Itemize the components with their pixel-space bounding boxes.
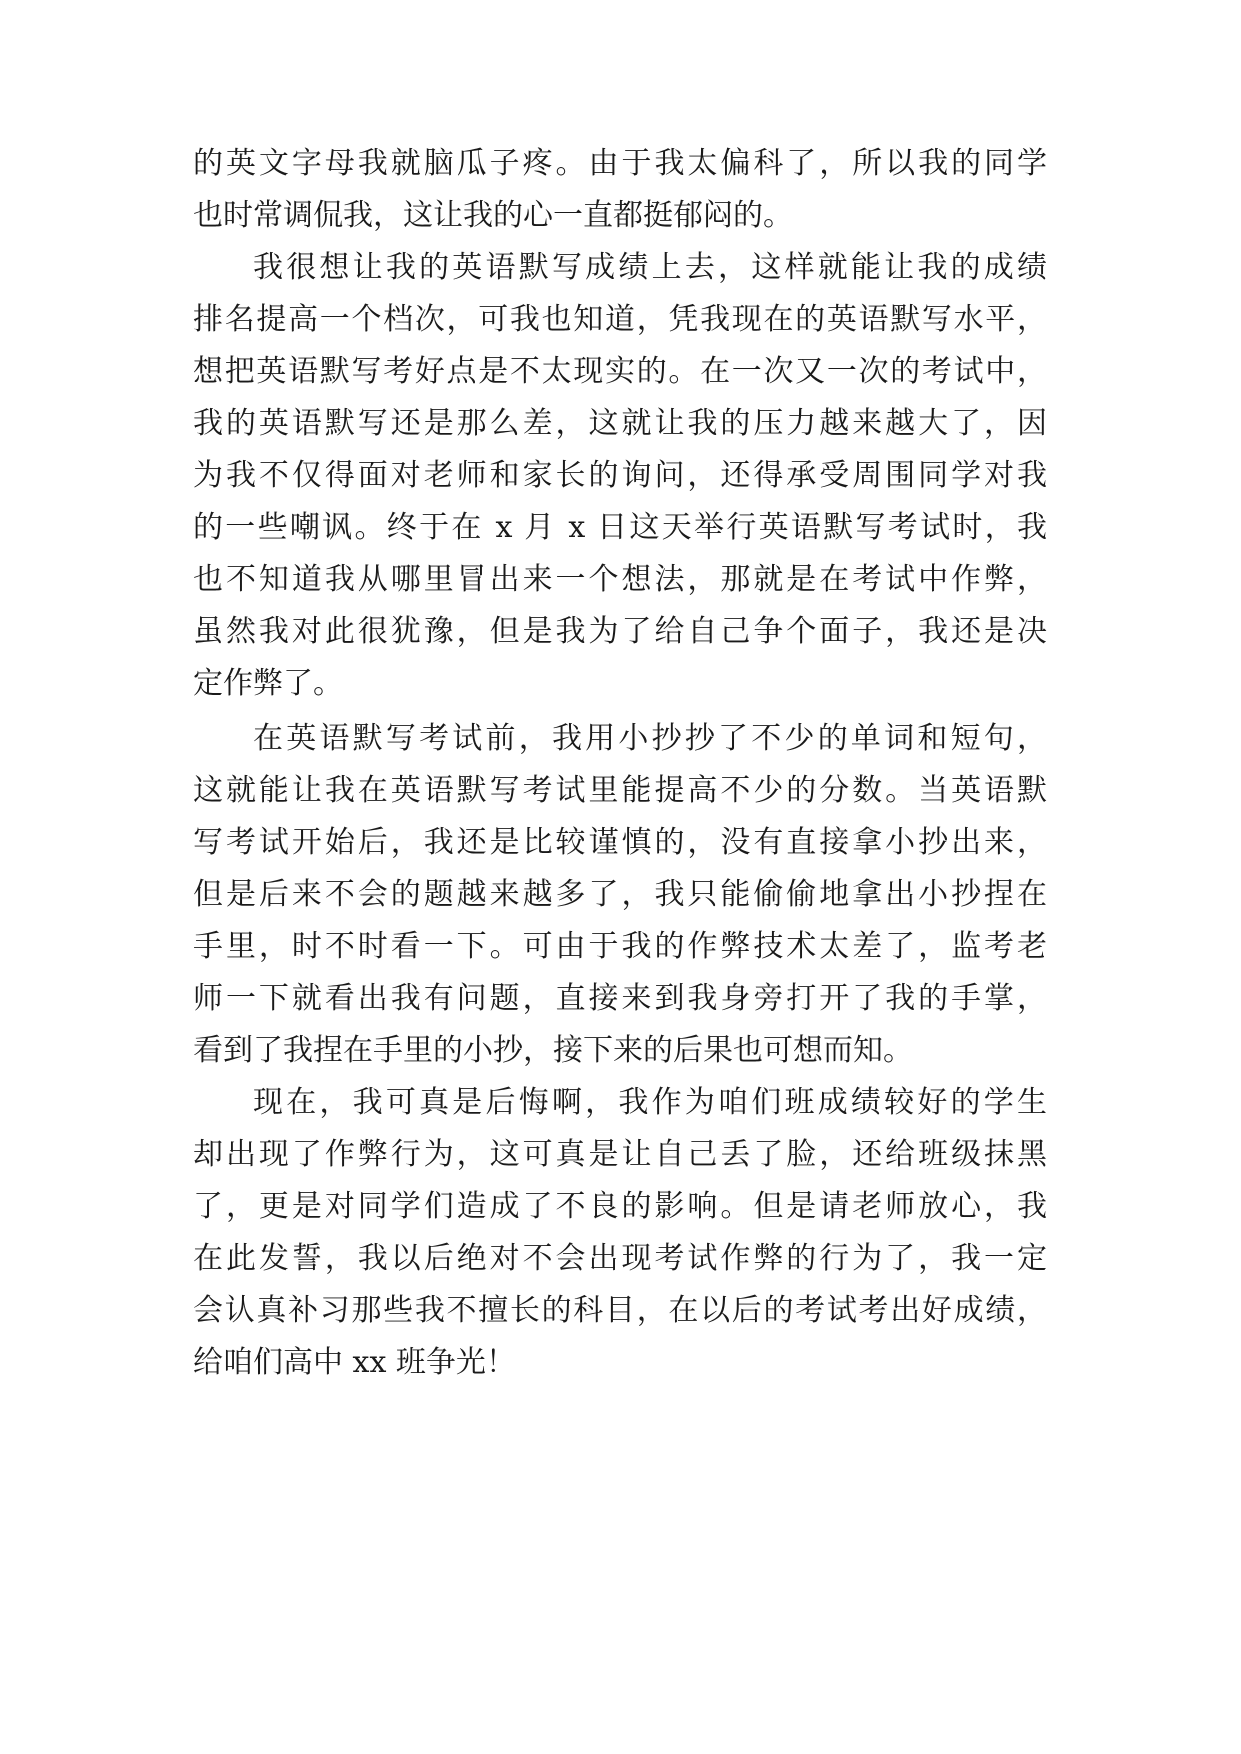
text-line: 师一下就看出我有问题，直接来到我身旁打开了我的手掌，: [193, 981, 1047, 1016]
text-line: 为我不仅得面对老师和家长的询问，还得承受周围同学对我: [193, 458, 1047, 493]
text-line: 的一些嘲讽。终于在 x 月 x 日这天举行英语默写考试时，我: [193, 510, 1047, 545]
text-line: 在此发誓，我以后绝对不会出现考试作弊的行为了，我一定: [193, 1241, 1047, 1276]
text-line: 给咱们高中 xx 班争光！: [193, 1345, 516, 1380]
text-line: 写考试开始后，我还是比较谨慎的，没有直接拿小抄出来，: [193, 825, 1047, 860]
text-line: 这就能让我在英语默写考试里能提高不少的分数。当英语默: [193, 773, 1047, 808]
text-line: 我的英语默写还是那么差，这就让我的压力越来越大了，因: [193, 406, 1047, 441]
text-line: 想把英语默写考好点是不太现实的。在一次又一次的考试中，: [193, 354, 1047, 389]
text-line: 也不知道我从哪里冒出来一个想法，那就是在考试中作弊，: [193, 562, 1047, 597]
text-line: 的英文字母我就脑瓜子疼。由于我太偏科了，所以我的同学: [193, 146, 1047, 181]
text-line: 了，更是对同学们造成了不良的影响。但是请老师放心，我: [193, 1189, 1047, 1224]
text-line: 手里，时不时看一下。可由于我的作弊技术太差了，监考老: [193, 929, 1047, 964]
text-line: 定作弊了。: [193, 666, 343, 701]
text-line: 也时常调侃我，这让我的心一直都挺郁闷的。: [193, 198, 793, 233]
text-line: 排名提高一个档次，可我也知道，凭我现在的英语默写水平，: [193, 302, 1047, 337]
text-line: 虽然我对此很犹豫，但是我为了给自己争个面子，我还是决: [193, 614, 1047, 649]
text-line: 但是后来不会的题越来越多了，我只能偷偷地拿出小抄捏在: [193, 877, 1047, 912]
text-line: 我很想让我的英语默写成绩上去，这样就能让我的成绩: [253, 250, 1047, 285]
text-line: 现在，我可真是后悔啊，我作为咱们班成绩较好的学生: [253, 1085, 1047, 1120]
text-line: 却出现了作弊行为，这可真是让自己丢了脸，还给班级抹黑: [193, 1137, 1047, 1172]
text-line: 看到了我捏在手里的小抄，接下来的后果也可想而知。: [193, 1033, 913, 1068]
text-line: 会认真补习那些我不擅长的科目，在以后的考试考出好成绩，: [193, 1293, 1047, 1328]
text-line: 在英语默写考试前，我用小抄抄了不少的单词和短句，: [253, 721, 1047, 756]
